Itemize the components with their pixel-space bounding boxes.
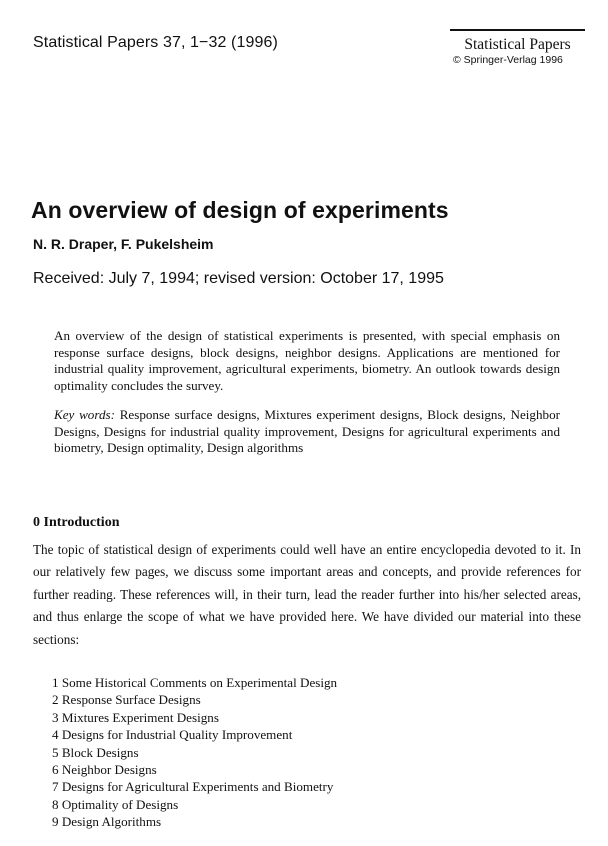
section-list-item: 1 Some Historical Comments on Experimental Design (52, 675, 338, 690)
section-list-item: 9 Design Algorithms (52, 814, 162, 830)
received-dates: Received: July 7, 1994; revised version: October 17, 1995 (33, 270, 444, 287)
copyright-notice: © Springer-Verlag 1996 (453, 54, 563, 66)
section-list-item: 2 Response Surface Designs (52, 692, 201, 708)
journal-imprint (450, 29, 585, 66)
journal-name: Statistical Papers (464, 36, 571, 53)
section-list-item: 7 Designs for Agricultural Experiments and Biometry (52, 779, 334, 795)
keywords-text: Response surface designs, Mixtures experiment designs, Block designs, Neighbor Designs, Designs for industrial quality improvement, Designs for agricultural experiments and biometry, Design optimality, Design algorithms (54, 407, 560, 456)
section-list-item: 3 Mixtures Experiment Designs (52, 709, 219, 725)
keywords (54, 407, 560, 457)
section-list-item: 6 Neighbor Designs (52, 762, 157, 778)
keywords-label: Key words: (54, 407, 115, 422)
paper-title: An overview of design of experiments (31, 197, 449, 223)
introduction-paragraph: The topic of statistical design of experiments could well have an entire encyclopedia devoted to it. In our relatively few pages, we discuss some important areas and concepts, and provide references for further reading. These references will, in their turn, lead the reader further into his/her selected areas, and thus enlarge the scope of what we have provided here. We have divided our material into these sections: (33, 542, 581, 647)
section-list-item: 8 Optimality of Designs (52, 796, 179, 812)
section-list-item: 4 Designs for Industrial Quality Improvement (52, 727, 293, 743)
abstract: An overview of the design of statistical experiments is presented, with special emphasis on response surface designs, block designs, neighbor designs. Applications are mentioned for industrial quality improvement, agricultural experiments, biometry. An outlook towards design optimality concludes the survey. (54, 328, 560, 393)
section-list-item: 5 Block Designs (52, 744, 139, 760)
journal-citation: Statistical Papers 37, 1−32 (1996) (33, 34, 278, 51)
section-heading-introduction: 0 Introduction (33, 515, 120, 530)
author-list: N. R. Draper, F. Pukelsheim (33, 236, 214, 252)
section-list (52, 674, 337, 831)
